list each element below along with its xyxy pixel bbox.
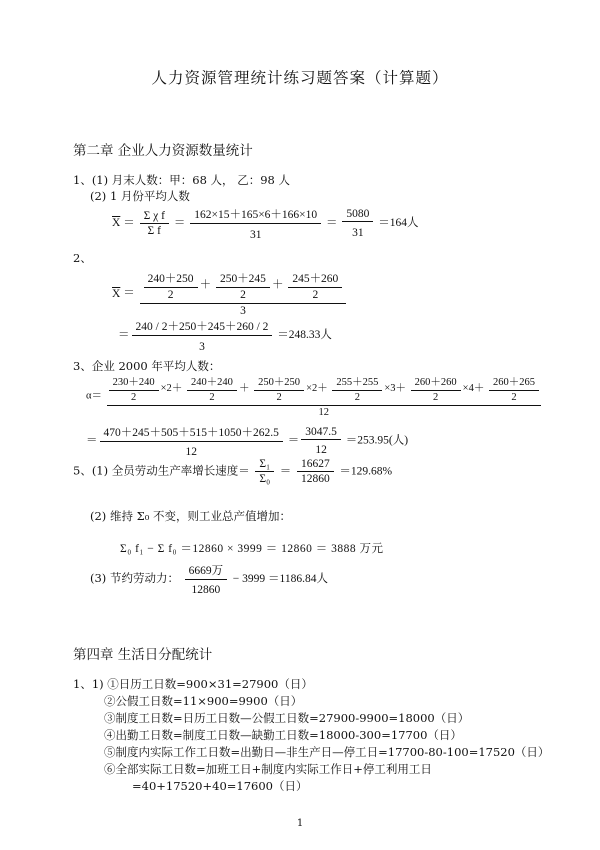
q5-3-label: (3) 节约劳动力：: [90, 571, 179, 585]
q1-frac1-num: 162×15＋165×6＋166×10: [190, 206, 321, 224]
q3-t3-den: 2: [276, 392, 282, 403]
ch4-line-3: ③制度工日数=日历工日数—公假工日数=27900-9900=18000（日）: [104, 711, 470, 725]
q3-line2-num2: 3047.5: [301, 426, 341, 440]
ch4-line-4: ④出勤工日数=制度工日数—缺勤工日数=18000-300=17700（日）: [104, 728, 462, 742]
chapter-2-heading: 第二章 企业人力资源数量统计: [73, 143, 253, 159]
q3-t2-num: 240＋240: [187, 374, 237, 391]
ch4-line-1: 1、1) ①日历工日数=900×31=27900（日）: [73, 677, 313, 691]
q3-t3-num: 250＋250: [254, 374, 304, 391]
q1-result: ＝164人: [378, 217, 419, 230]
q1-line2: (2) 1 月份平均人数: [90, 189, 190, 203]
q3-t1-den: 2: [131, 392, 137, 403]
page-number: 1: [296, 818, 304, 829]
q3-line2-num: 470＋245＋505＋515＋1050＋262.5: [100, 424, 283, 442]
q3-line2-den2: 12: [315, 444, 327, 456]
q5-sigma1: Σ₁: [255, 458, 274, 472]
q5-2-line: (2) 维持 Σ₀ 不变，则工业总产值增加：: [90, 509, 291, 523]
q3-t6-den: 2: [511, 392, 517, 403]
q1-lhs-den: Σ f: [147, 225, 161, 237]
q1-frac2-den: 31: [352, 227, 364, 239]
q5-label: 5、(1) 全员劳动生产率增长速度＝: [73, 463, 250, 478]
q3-mult3: ×3: [384, 382, 396, 394]
q3-t1-num: 230＋240: [109, 374, 159, 391]
q3-t4-den: 2: [354, 392, 360, 403]
q1-lhs-num: Σ χ f: [140, 210, 169, 224]
q3-mult4: ×4: [462, 382, 474, 394]
q3-result: ＝253.95(人): [345, 434, 409, 447]
q3-line2: ＝ $\frac{470+245+505+515+1050+262.5}{12}$ ＝ $\frac{3047.5}{12}$ ＝253.95(人): [86, 426, 409, 458]
q5-result: ＝129.68%: [339, 465, 393, 478]
q3-t5-num: 260＋260: [411, 374, 461, 391]
q1-frac2-num: 5080: [342, 208, 373, 222]
q5-3-line: [90, 562, 328, 596]
q3-t5-den: 2: [433, 392, 439, 403]
q3-label: 3、企业 2000 年平均人数：: [73, 359, 221, 373]
q2-c-num: 245＋260: [288, 270, 342, 288]
q3-big-den: 12: [318, 407, 330, 418]
q5-sigma0: Σ₀: [259, 473, 271, 485]
q3-t6-num: 260＋265: [489, 374, 539, 391]
page-title: 人力资源管理统计练习题答案（计算题）: [151, 69, 449, 87]
q1-frac1-den: 31: [249, 229, 262, 241]
q3-line2-den: 12: [185, 446, 197, 458]
q2-line2: ＝ $\frac{240 / 2+250+245+260 / 2}{3}$ ＝248.33人: [118, 318, 332, 353]
q3-mult2: ×2: [306, 382, 318, 394]
q2-c-den: 2: [312, 289, 319, 301]
q5-den: 12860: [300, 473, 330, 485]
ch4-line-7: =40+17520+40=17600（日）: [132, 779, 308, 793]
q3-t2-den: 2: [209, 392, 215, 403]
ch4-line-5: ⑤制度内实际工作工日数=出勤日—非生产日—停工日=17700-80-100=17520（日）: [104, 745, 550, 759]
q2-b-num: 250＋245: [216, 270, 270, 288]
q5-3-num: 6669万: [185, 562, 228, 580]
q2-b-den: 2: [240, 289, 246, 301]
q5-2-formula: Σ₀ f₁ − Σ f₀ ＝12860 × 3999 ＝ 12860 ＝ 3888 万元: [120, 543, 384, 555]
q2-line2-num: 240 / 2＋250＋245＋260 / 2: [132, 318, 273, 336]
ch4-line-6: ⑥全部实际工日数=加班工日+制度内实际工作日+停工利用工日: [104, 762, 432, 776]
q3-alpha: α＝: [86, 390, 103, 402]
chapter-4-heading: 第四章 生活日分配统计: [73, 647, 213, 663]
q5-num: 16627: [297, 458, 334, 472]
q5-3-result: − 3999 ＝1186.84人: [232, 573, 328, 585]
q2-big-den: 3: [240, 305, 246, 317]
q1-line1: 1、(1) 月末人数：甲：68 人， 乙：98 人: [73, 173, 290, 187]
q2-line2-den: 3: [199, 341, 205, 353]
q2-a-den: 2: [167, 289, 174, 301]
q2-label: 2、: [73, 251, 92, 265]
ch4-line-2: ②公假工日数=11×900=9900（日）: [104, 694, 303, 708]
q2-formula: $\overline{X}$ ＝ $\frac{240+250}{2}$ ＋ $\frac{250+245}{2}$ ＋ $\frac{245+260}{2}$ 3: [112, 270, 348, 317]
q2-a-num: 240＋250: [144, 270, 198, 288]
q5-3-den: 12860: [191, 584, 221, 596]
q3-mult1: ×2: [160, 382, 172, 394]
q2-result: ＝248.33人: [277, 329, 332, 342]
q3-t4-num: 255＋255: [332, 374, 382, 391]
q1-formula: $\overline{X}$ ＝ $\frac{\text{Σ χ f}}{\text{Σ f}}$ ＝ $\frac{162\times 15+165\times 6+166\times 10}{31}$ ＝ $\frac{5080}{31}$ ＝164人: [112, 208, 419, 241]
q3-formula: α＝ $\frac{230+240}{2}$ ×2＋ $\frac{240+240}{2}$ ＋ $\frac{250+250}{2}$ ×2＋ $\frac{255+255}{2}$ ×3＋ $\frac{260+260}{2}$ ×4＋ $\frac{260+265}{2}$ 12: [86, 374, 543, 418]
q5-line1: 5、(1) 全员劳动生产率增长速度＝ $\frac{\text{Σ₁}}{\text{Σ₀}}$ ＝ $\frac{16627}{12860}$ ＝129.68%: [73, 458, 393, 485]
